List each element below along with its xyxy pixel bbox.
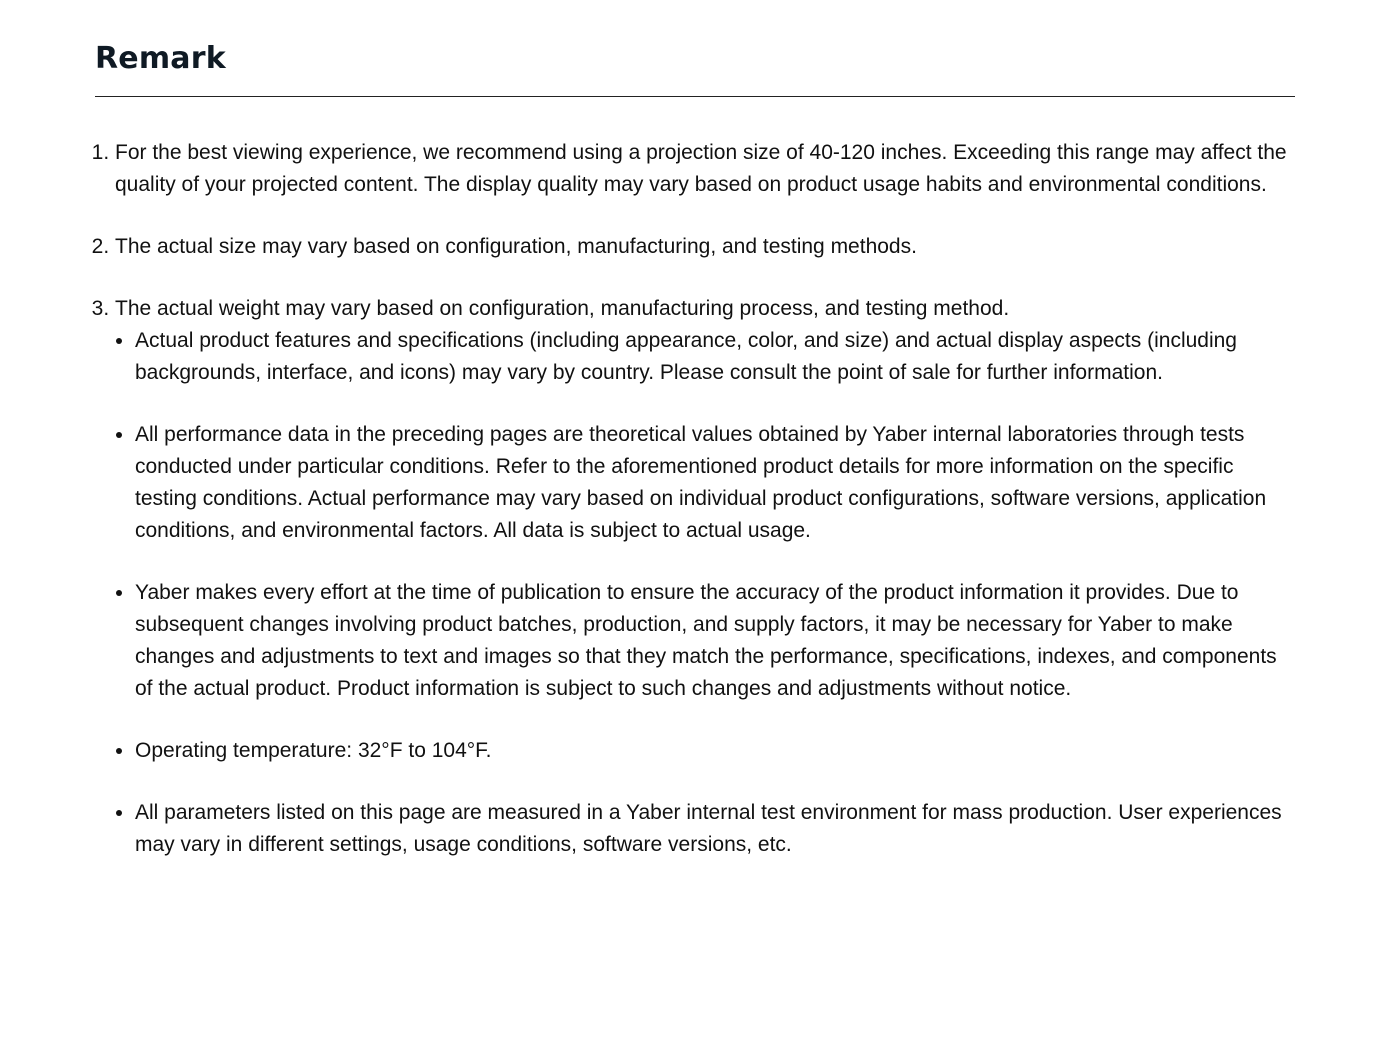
- note-item-3: • Yaber makes every effort at the time of publication to ensure the accuracy of the product information it provides. Due to subsequent changes involving product batches, production, and supply factors, it may be necessary for Yaber to make changes and adjustments to text and images so that they match the performance, specifications, indexes, and components of the actual product. Product information is subject to such changes and adjustments without notice.: [135, 577, 1295, 705]
- numbered-remarks-list: [95, 137, 1295, 861]
- title-divider: [95, 96, 1295, 97]
- remark-item-2: 2. The actual size may vary based on configuration, manufacturing, and testing methods.: [115, 231, 1295, 263]
- note-item-4: • Operating temperature: 32°F to 104°F.: [135, 735, 1295, 767]
- remark-item-3: [115, 293, 1295, 861]
- note-item-2: • All performance data in the preceding pages are theoretical values obtained by Yaber internal laboratories through tests conducted under particular conditions. Refer to the aforementioned product details for more information on the specific testing conditions. Actual performance may vary based on individual product configurations, software versions, application conditions, and environmental factors. All data is subject to actual usage.: [135, 419, 1295, 547]
- bullet-notes-list: [115, 325, 1295, 861]
- remark-item-3-text: The actual weight may vary based on configuration, manufacturing process, and testing method.: [115, 297, 1010, 320]
- note-item-5: • All parameters listed on this page are measured in a Yaber internal test environment for mass production. User experiences may vary in different settings, usage conditions, software versions, etc.: [135, 797, 1295, 861]
- remark-item-1: 1. For the best viewing experience, we recommend using a projection size of 40-120 inches. Exceeding this range may affect the quality of your projected content. The display quality may vary based on product usage habits and environmental conditions.: [115, 137, 1295, 201]
- page-title: Remark: [95, 41, 226, 76]
- note-item-1: • Actual product features and specifications (including appearance, color, and size) and actual display aspects (including backgrounds, interface, and icons) may vary by country. Please consult the point of sale for further information.: [135, 325, 1295, 389]
